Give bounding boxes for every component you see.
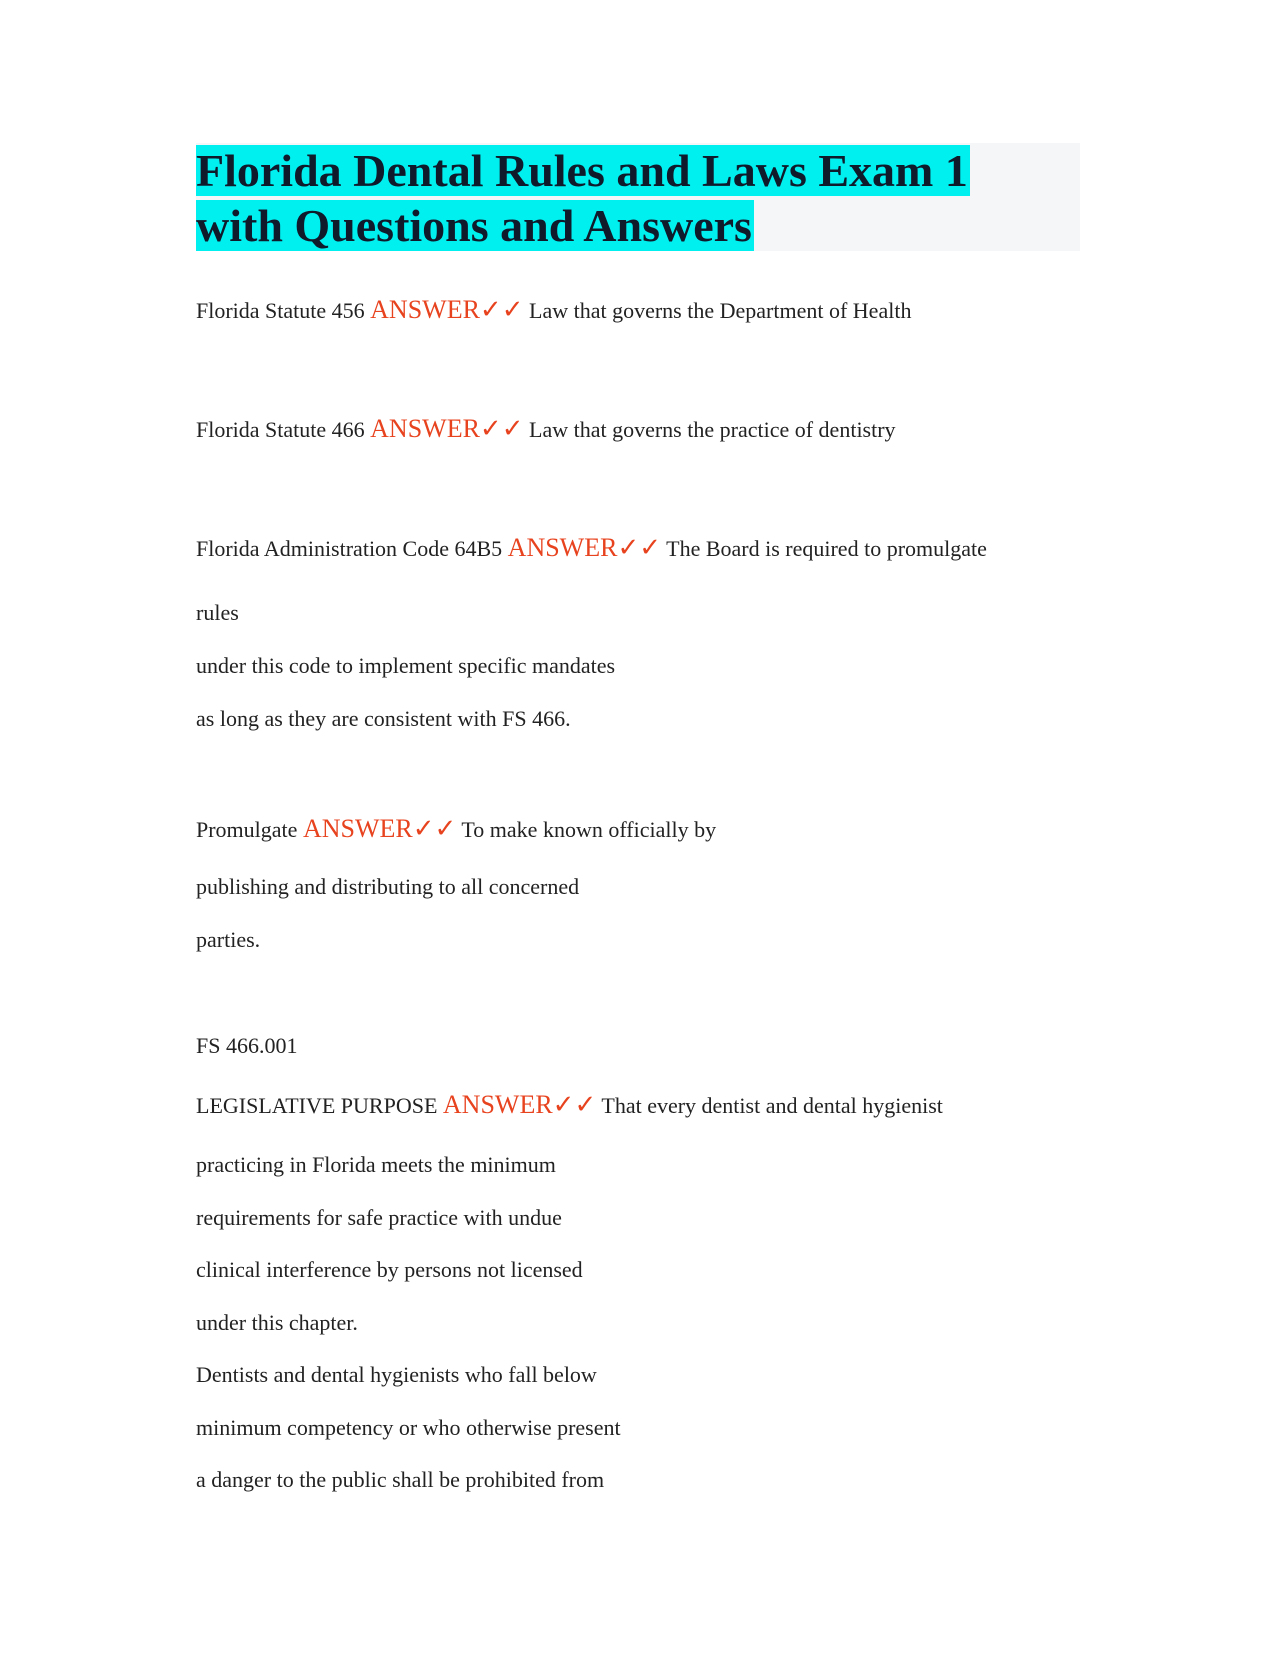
answer-continuation: a danger to the public shall be prohibited from — [196, 1467, 605, 1492]
answer-marker: ANSWER✓✓ — [370, 414, 524, 443]
answer-continuation: minimum competency or who otherwise present — [196, 1415, 621, 1440]
answer-text: Law that governs the practice of dentistry — [529, 417, 896, 442]
question-term: Florida Statute 456 — [196, 298, 365, 323]
title-line-1: Florida Dental Rules and Laws Exam 1 — [196, 145, 968, 196]
question-term: Promulgate — [196, 817, 298, 842]
answer-text: That every dentist and dental hygienist — [601, 1093, 943, 1118]
answer-text: Law that governs the Department of Health — [529, 298, 912, 323]
answer-marker: ANSWER✓✓ — [302, 814, 457, 843]
qa-entry-fs466 — [196, 415, 896, 444]
answer-continuation: publishing and distributing to all concerned — [196, 874, 580, 899]
qa-entry-promulgate — [196, 815, 716, 844]
qa-entry-fac64b5 — [196, 534, 987, 563]
answer-continuation: requirements for safe practice with undue — [196, 1205, 562, 1230]
section-heading: FS 466.001 — [196, 1033, 298, 1058]
answer-continuation: Dentists and dental hygienists who fall below — [196, 1362, 597, 1387]
title-line-2: with Questions and Answers — [196, 200, 752, 251]
answer-continuation: as long as they are consistent with FS 466. — [196, 706, 571, 731]
question-term: LEGISLATIVE PURPOSE — [196, 1093, 438, 1118]
answer-text: To make known officially by — [461, 817, 717, 842]
answer-text: The Board is required to promulgate — [666, 536, 987, 561]
answer-continuation: clinical interference by persons not licensed — [196, 1257, 583, 1282]
qa-entry-legislative-purpose — [196, 1091, 943, 1120]
answer-marker: ANSWER✓✓ — [507, 533, 662, 562]
answer-marker: ANSWER✓✓ — [370, 295, 524, 324]
question-term: Florida Administration Code 64B5 — [196, 536, 503, 561]
answer-marker: ANSWER✓✓ — [442, 1090, 597, 1119]
question-term: Florida Statute 466 — [196, 417, 365, 442]
answer-continuation: practicing in Florida meets the minimum — [196, 1152, 556, 1177]
qa-entry-fs456 — [196, 296, 911, 325]
document-title — [196, 143, 970, 253]
answer-continuation: rules — [196, 600, 239, 625]
answer-continuation: parties. — [196, 927, 261, 952]
answer-continuation: under this code to implement specific mandates — [196, 653, 616, 678]
answer-continuation: under this chapter. — [196, 1310, 358, 1335]
